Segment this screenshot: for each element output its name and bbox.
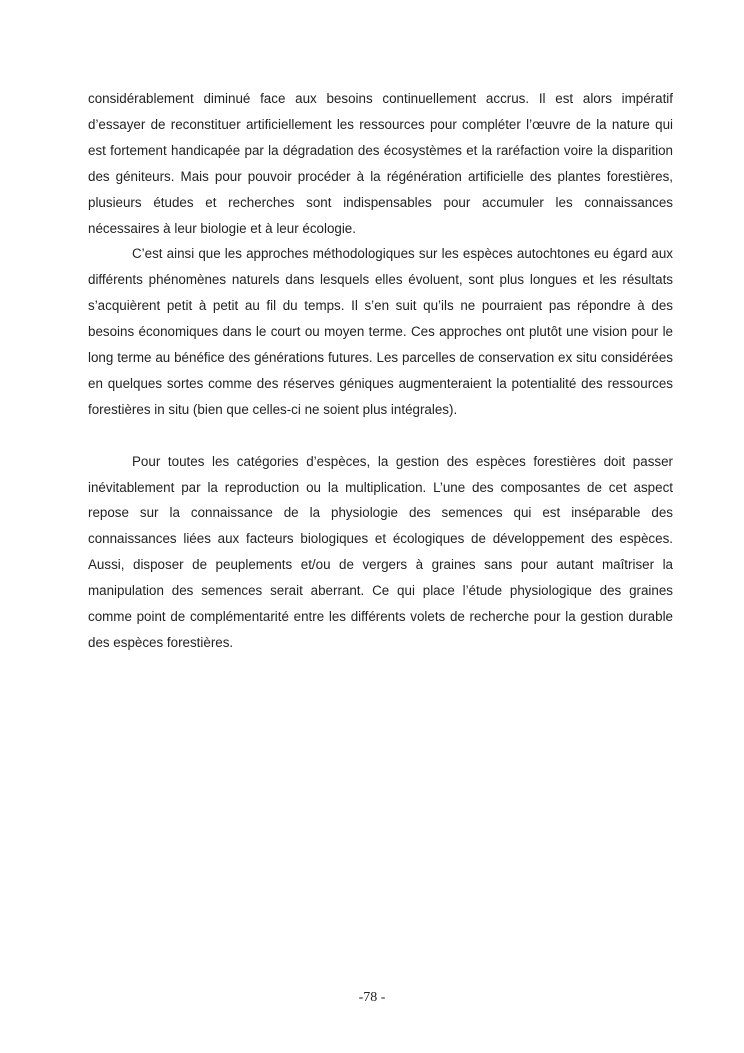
paragraph-2: C’est ainsi que les approches méthodologiques sur les espèces autochtones eu égard aux différents phénomènes naturels dans lesquels elles évoluent, sont plus longues et les résultats s’acquièrent petit à petit au fil du temps. Il s’en suit qu’ils ne pourraient pas répondre à des besoins économiques dans le court ou moyen terme. Ces approches ont plutôt une vision pour le long terme au bénéfice des générations futures. Les parcelles de conservation ex situ considérées en quelques sortes comme des réserves géniques augmenteraient la potentialité des ressources forestières in situ (bien que celles-ci ne soient plus intégrales). (88, 246, 673, 417)
paragraph-3: Pour toutes les catégories d’espèces, la gestion des espèces forestières doit passer inévitablement par la reproduction ou la multiplication. L’une des composantes de cet aspect repose sur la connaissance de la physiologie des semences qui est inséparable des connaissances liées aux facteurs biologiques et écologiques de développement des espèces. Aussi, disposer de peuplements et/ou de vergers à graines sans pour autant maîtriser la manipulation des semences serait aberrant. Ce qui place l’étude physiologique des graines comme point de complémentarité entre les différents volets de recherche pour la gestion durable des espèces forestières. (88, 453, 673, 651)
body-text (88, 86, 673, 656)
paragraph-spacer (88, 423, 673, 449)
paragraph-1: considérablement diminué face aux besoins continuellement accrus. Il est alors impératif d’essayer de reconstituer artificiellement les ressources pour compléter l’œuvre de la nature qui est fortement handicapée par la dégradation des écosystèmes et la raréfaction voire la disparition des géniteurs. Mais pour pouvoir procéder à la régénération artificielle des plantes forestières, plusieurs études et recherches sont indispensables pour accumuler les connaissances nécessaires à leur biologie et à leur écologie. (88, 91, 673, 236)
page-number: -78 - (358, 990, 386, 1005)
